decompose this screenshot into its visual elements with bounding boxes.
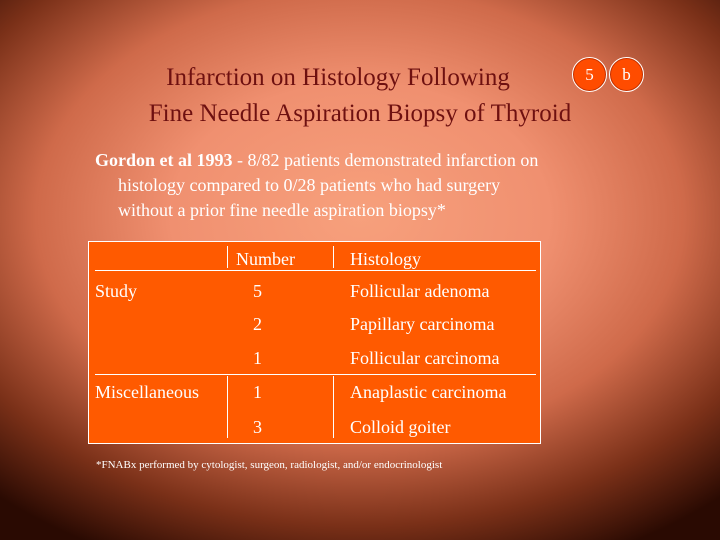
summary-line-3: without a prior fine needle aspiration biopsy* [118, 200, 446, 220]
slide-title-line-2: Fine Needle Aspiration Biopsy of Thyroid [148, 100, 572, 127]
row-number: 3 [253, 417, 262, 437]
study-summary [95, 148, 655, 223]
row-group-label: Study [95, 281, 138, 301]
summary-line-2: histology compared to 0/28 patients who had surgery [118, 175, 501, 195]
histology-table [88, 241, 541, 444]
column-header-histology: Histology [350, 249, 422, 269]
row-histology: Anaplastic carcinoma [350, 382, 507, 402]
column-divider [333, 376, 334, 438]
section-badge-number: 5 [572, 57, 607, 92]
study-author: Gordon et al 1993 [95, 150, 233, 170]
column-divider [333, 246, 334, 268]
row-histology: Papillary carcinoma [350, 314, 495, 334]
summary-line-1: - 8/82 patients demonstrated infarction on [232, 150, 539, 170]
row-number: 5 [253, 281, 262, 301]
column-header-number: Number [236, 249, 295, 269]
row-number: 2 [253, 314, 262, 334]
row-histology: Follicular adenoma [350, 281, 490, 301]
row-number: 1 [253, 348, 262, 368]
section-badge-letter: b [609, 57, 644, 92]
column-divider [227, 246, 228, 268]
group-divider [95, 374, 536, 375]
row-group-label: Miscellaneous [95, 382, 199, 402]
slide-title-line-1: Infarction on Histology Following [166, 64, 510, 91]
row-number: 1 [253, 382, 262, 402]
column-divider [227, 376, 228, 438]
row-histology: Follicular carcinoma [350, 348, 500, 368]
footnote: *FNABx performed by cytologist, surgeon, radiologist, and/or endocrinologist [96, 459, 443, 471]
row-histology: Colloid goiter [350, 417, 451, 437]
header-divider [95, 270, 536, 271]
